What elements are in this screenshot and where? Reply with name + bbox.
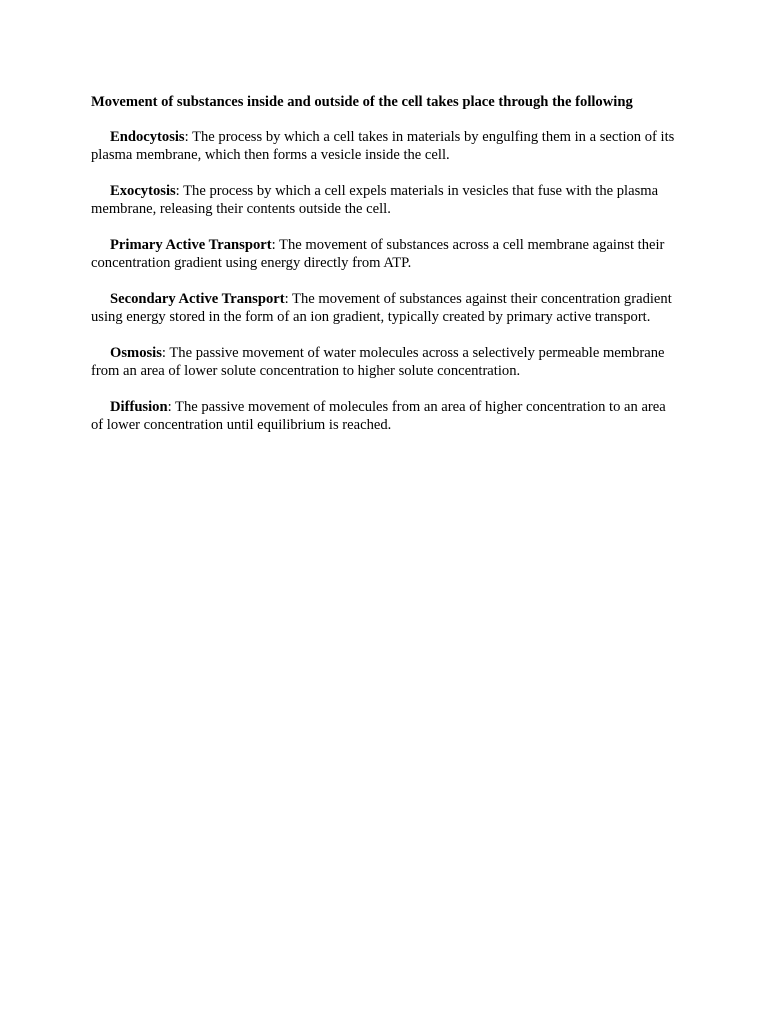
definition-separator: : [184, 129, 193, 145]
definition-separator: : [175, 183, 184, 199]
definition-osmosis [91, 344, 681, 380]
definition-term: Exocytosis [110, 183, 176, 199]
definition-term: Endocytosis [110, 129, 185, 145]
definition-term: Diffusion [110, 399, 168, 415]
definition-term: Secondary Active Transport [110, 291, 285, 307]
document-body [91, 93, 681, 452]
definition-separator: : [284, 291, 293, 307]
definition-secondary-active-transport [91, 290, 681, 326]
definition-text: The passive movement of water molecules across a selectively permeable membrane from an area of lower solute concentration to higher solute concentration. [91, 345, 665, 379]
definition-endocytosis [91, 128, 681, 164]
definition-text: The process by which a cell expels materials in vesicles that fuse with the plasma membrane, releasing their contents outside the cell. [91, 183, 659, 217]
definition-primary-active-transport [91, 236, 681, 272]
definition-text: The passive movement of molecules from an area of higher concentration to an area of lower concentration until equilibrium is reached. [91, 399, 666, 433]
definition-text: The process by which a cell takes in materials by engulfing them in a section of its plasma membrane, which then forms a vesicle inside the cell. [91, 129, 675, 163]
definition-diffusion [91, 398, 681, 434]
definition-exocytosis [91, 182, 681, 218]
definition-separator: : [161, 345, 170, 361]
document-heading: Movement of substances inside and outside of the cell takes place through the following [91, 94, 633, 110]
definition-text: The movement of substances across a cell membrane against their concentration gradient using energy directly from ATP. [91, 237, 665, 271]
definition-text: The movement of substances against their concentration gradient using energy stored in the form of an ion gradient, typically created by primary active transport. [91, 291, 672, 325]
definition-separator: : [167, 399, 176, 415]
definition-term: Primary Active Transport [110, 237, 272, 253]
definition-separator: : [271, 237, 280, 253]
definition-term: Osmosis [110, 345, 162, 361]
